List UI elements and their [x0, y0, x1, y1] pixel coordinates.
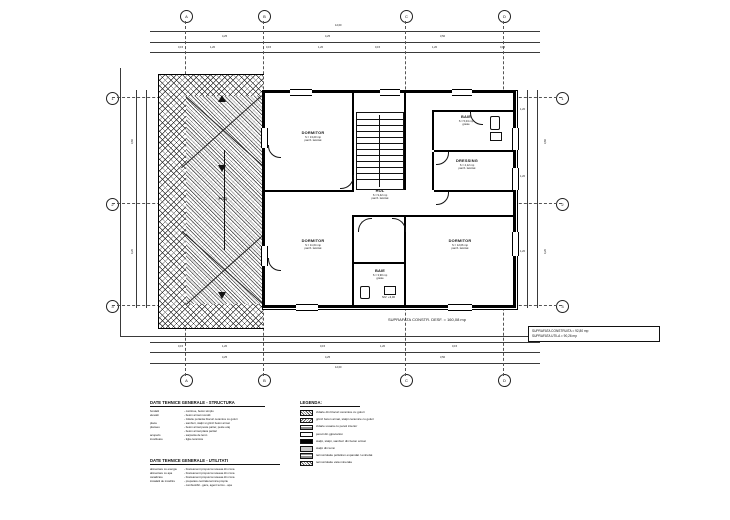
partition-h-4 — [354, 215, 406, 217]
window-top-3 — [452, 89, 472, 96]
tech-utilities-val-0: - bransament propus la reteaua din zona — [184, 467, 235, 471]
dim-line-top-overall — [150, 31, 540, 32]
legend-swatch-light-wall-icon — [300, 425, 313, 430]
tech-structure-key-3: placa — [150, 421, 157, 426]
roof-edge-left — [158, 74, 159, 328]
room-baie-1-finish: gresie — [462, 123, 470, 127]
staircase — [356, 112, 404, 190]
grid-bubble-bottom-a[interactable]: A — [180, 374, 193, 387]
legend-label-5: stalpi din lemn — [316, 445, 336, 450]
dim-top-chain-1: 4,25 — [222, 35, 228, 38]
dim-top-sub-4: 1,20 — [318, 46, 324, 49]
room-dressing — [438, 158, 496, 171]
area-built: SUPRAFATA CONSTRUITA = 92,80 mp — [532, 329, 589, 333]
frame-line-left — [120, 68, 121, 336]
room-baie-2 — [360, 268, 400, 281]
tech-structure-key-0: fundatii — [150, 409, 160, 413]
dim-top-sub-5: 0,15 — [375, 46, 381, 49]
room-baie-2-name: BAIE — [374, 268, 386, 273]
exterior-wall-left — [262, 90, 265, 308]
tech-utilities-key-0: alimentare cu energie — [150, 467, 177, 471]
room-hol — [358, 188, 402, 201]
fixture-sink-1 — [490, 132, 502, 141]
dim-top-sub-1: 0,15 — [178, 46, 184, 49]
dim-bottom-chain-3: 3,50 — [440, 356, 446, 359]
dim-bottom-sub-2: 1,20 — [222, 345, 228, 348]
legend-label-1: grinzi beton armat, stalpi ceramice cu goluri — [316, 417, 374, 422]
roof-edge-bottom — [158, 328, 264, 329]
legend-swatch-gypsum-icon — [300, 432, 313, 437]
grid-bubble-top-a[interactable]: A — [180, 10, 193, 23]
grid-bubble-top-d[interactable]: D — [498, 10, 511, 23]
legend-label-7: termoizolatie vata minerala — [316, 460, 352, 465]
dim-right-2: 4,20 — [544, 248, 548, 255]
tech-utilities-key-4 — [150, 483, 184, 487]
grid-bubble-right-3[interactable]: 3 — [556, 300, 569, 313]
area-info-box — [528, 326, 660, 342]
fixture-sink-2 — [384, 286, 396, 295]
dim-line-top-chain — [150, 42, 540, 43]
room-baie-2-area: S = 3,90 mp — [372, 273, 388, 277]
legend-swatch-mineralwool-icon — [300, 461, 313, 466]
dim-left-1: 3,60 — [131, 138, 135, 145]
partition-v-5 — [432, 110, 434, 150]
legend-item-0 — [300, 410, 480, 416]
tech-utilities-val-2: - bransament propus la reteaua din zona — [184, 475, 235, 480]
legend-label-4: stalpi, stalpi, samburi din beton armat — [316, 438, 366, 443]
dim-line-right-2 — [537, 90, 538, 308]
dim-line-bottom-overall — [150, 363, 540, 364]
room-dormitor-3 — [432, 238, 488, 251]
dim-right-tick-2: 1,20 — [520, 175, 526, 178]
window-left-2 — [261, 246, 268, 266]
room-pod — [198, 196, 248, 202]
window-bottom-1 — [296, 304, 318, 311]
tech-utilities-key-2: canalizare — [150, 475, 163, 480]
grid-bubble-bottom-b[interactable]: B — [258, 374, 271, 387]
tech-structure-val-7: - tigla ceramica — [184, 437, 203, 442]
dim-line-bottom-chain — [150, 352, 540, 353]
room-dressing-area: S = 4,12 mp — [459, 163, 475, 167]
dim-bottom-sub-5: 0,15 — [452, 345, 458, 348]
room-baie-1-name: BAIE — [460, 114, 472, 119]
legend-label-0: zidarie din blocuri ceramice cu goluri — [316, 410, 365, 414]
legend-label-2: zidarie usoara cu pereti interior — [316, 424, 358, 429]
dim-bottom-sub-3: 0,15 — [320, 345, 326, 348]
window-right-3 — [512, 232, 519, 256]
level-mark-1: NIV. +3,00 — [382, 295, 396, 299]
partition-v-2 — [352, 215, 354, 306]
roof-slope-arrow-down — [218, 292, 226, 299]
dim-bottom-chain-2: 4,25 — [325, 356, 331, 359]
tech-structure-val-1: - beton armat monolit — [184, 413, 211, 418]
area-usable: SUPRAFATA UTILA = 90,26 mp — [532, 333, 577, 338]
room-dormitor-1-area: S = 13,20 mp — [304, 135, 322, 139]
legend-label-6: termoizolatie polistiren expandat / extrudat — [316, 453, 373, 458]
dim-right-tick-1: 1,20 — [520, 108, 526, 111]
window-top-1 — [290, 89, 312, 96]
legend-swatch-beams-icon — [300, 418, 313, 423]
legend-title: LEGENDA: — [300, 400, 360, 407]
tech-utilities-val-3: - preparare centrala termica proprie — [184, 479, 228, 484]
dim-top-sub-7: 0,15 — [500, 46, 506, 49]
legend-item-4 — [300, 439, 480, 445]
window-right-2 — [512, 168, 519, 190]
room-dressing-finish: parch. laminat — [458, 167, 476, 171]
dim-right-1: 3,60 — [544, 138, 548, 145]
room-dormitor-1 — [285, 130, 341, 143]
legend-item-3 — [300, 432, 480, 438]
tech-structure-key-4: planseu — [150, 425, 160, 430]
grid-bubble-left-3[interactable]: 3 — [106, 300, 119, 313]
room-pod-name: POD — [218, 196, 228, 201]
grid-bubble-top-b[interactable]: B — [258, 10, 271, 23]
dim-line-right — [527, 90, 528, 308]
partition-h-3 — [264, 190, 354, 192]
tech-utilities-key-3: instalatii de incalzire — [150, 479, 176, 484]
exterior-wall-right — [513, 90, 516, 308]
dim-right-tick-3: 1,20 — [520, 250, 526, 253]
room-dormitor-3-area: S = 12,06 mp — [451, 243, 469, 247]
roof-slope-arrow-mid — [218, 165, 226, 172]
dim-top-chain-3: 3,50 — [440, 35, 446, 38]
room-baie-2-finish: gresie — [376, 277, 384, 281]
legend-swatch-wood-icon — [300, 446, 313, 451]
fixture-wc-2 — [360, 286, 370, 299]
dim-top-sub-6: 1,20 — [432, 46, 438, 49]
dim-line-left — [136, 90, 137, 308]
dim-top-sub-3: 0,15 — [266, 46, 272, 49]
room-dormitor-1-finish: parch. laminat — [304, 139, 322, 143]
dim-bottom-chain-1: 4,25 — [222, 356, 228, 359]
tech-structure-val-0: - continue, beton simplu — [184, 409, 214, 413]
room-dormitor-2-finish: parch. laminat — [304, 247, 322, 251]
legend-item-7 — [300, 460, 480, 466]
tech-structure-block — [150, 400, 265, 441]
room-hol-name: HOL — [375, 188, 385, 193]
window-bottom-2 — [448, 304, 472, 311]
tech-utilities-val-4: - combustibil - gaze, agent termo - apa — [184, 483, 232, 488]
roof-slope-arrow-up — [218, 95, 226, 102]
room-dormitor-2-area: S = 11,64 mp — [305, 243, 321, 247]
room-dormitor-3-name: DORMITOR — [448, 238, 472, 243]
partition-v-3 — [404, 92, 406, 190]
window-right-1 — [512, 128, 519, 150]
tech-structure-key-6: acoperis — [150, 433, 161, 438]
dim-bottom-sub-4: 1,20 — [380, 345, 386, 348]
tech-utilities-key-1: alimentare cu apa — [150, 471, 173, 476]
legend-item-1 — [300, 417, 480, 423]
legend-swatch-masonry-icon — [300, 410, 313, 415]
dim-top-chain-2: 4,25 — [325, 35, 331, 38]
grid-bubble-left-1[interactable]: 1 — [106, 92, 119, 105]
legend-label-3: pereti din gipscarton — [316, 431, 344, 436]
roof-edge-top — [158, 74, 264, 75]
legend-swatch-polystyrene-icon — [300, 453, 313, 458]
room-dormitor-3-finish: parch. laminat — [451, 247, 469, 251]
dim-line-top-sub — [150, 52, 540, 53]
legend-item-2 — [300, 424, 480, 430]
tech-utilities-val-1: - bransament propus la reteaua din zona — [184, 471, 235, 476]
tech-structure-title: DATE TEHNICE GENERALE - STRUCTURA — [150, 400, 265, 407]
tech-structure-val-4: - beton armat peste parter, peste etaj — [184, 425, 230, 430]
legend-item-6 — [300, 453, 480, 459]
room-baie-1-area: S = 5,04 mp — [458, 119, 474, 123]
tech-structure-key-7: invelitoare — [150, 437, 163, 442]
tech-structure-val-3: - samburi, stalpi si grinzi beton armat — [184, 421, 230, 426]
tech-utilities-block — [150, 458, 280, 487]
dim-top-sub-2: 1,20 — [210, 46, 216, 49]
dim-bottom-overall: 12,00 — [335, 366, 342, 369]
partition-h-6 — [354, 262, 406, 264]
tech-structure-val-2: - zidarie portanta blocuri ceramice cu goluri — [184, 417, 238, 422]
fixture-wc-1 — [490, 116, 500, 130]
dim-line-left-2 — [146, 90, 147, 308]
tech-utilities-title: DATE TEHNICE GENERALE - UTILITATI — [150, 458, 280, 465]
partition-v-6 — [432, 152, 434, 190]
room-baie-1 — [440, 114, 492, 127]
legend-item-5 — [300, 446, 480, 452]
area-note-top: SUPRAFATA CONSTR. DESF. = 160,08 mp — [388, 317, 466, 322]
dim-left-2: 4,20 — [131, 248, 135, 255]
grid-bubble-right-2[interactable]: 2 — [556, 198, 569, 211]
dim-line-bottom-sub — [150, 342, 540, 343]
tech-structure-val-6: - sarpanta de lemn — [184, 433, 208, 438]
legend-block — [300, 400, 480, 466]
partition-h-5 — [406, 215, 514, 217]
grid-bubble-left-2[interactable]: 2 — [106, 198, 119, 211]
room-hol-area: S = 9,42 mp — [372, 193, 388, 197]
grid-bubble-right-1[interactable]: 1 — [556, 92, 569, 105]
room-hol-finish: parch. laminat — [371, 197, 389, 201]
room-dormitor-2-name: DORMITOR — [301, 238, 325, 243]
room-dressing-name: DRESSING — [456, 158, 478, 163]
grid-bubble-top-c[interactable]: C — [400, 10, 413, 23]
dim-top-overall: 12,00 — [335, 24, 342, 27]
room-dormitor-1-name: DORMITOR — [301, 130, 325, 135]
dim-bottom-sub-1: 0,15 — [178, 345, 184, 348]
legend-swatch-concrete-icon — [300, 439, 313, 444]
grid-bubble-bottom-d[interactable]: D — [498, 374, 511, 387]
tech-structure-key-1: elevatii — [150, 413, 159, 418]
grid-bubble-bottom-c[interactable]: C — [400, 374, 413, 387]
tech-structure-val-5: - beton armat placa partial — [184, 429, 217, 434]
window-left-1 — [261, 128, 268, 148]
room-dormitor-2 — [285, 238, 341, 251]
window-top-2 — [380, 89, 400, 96]
